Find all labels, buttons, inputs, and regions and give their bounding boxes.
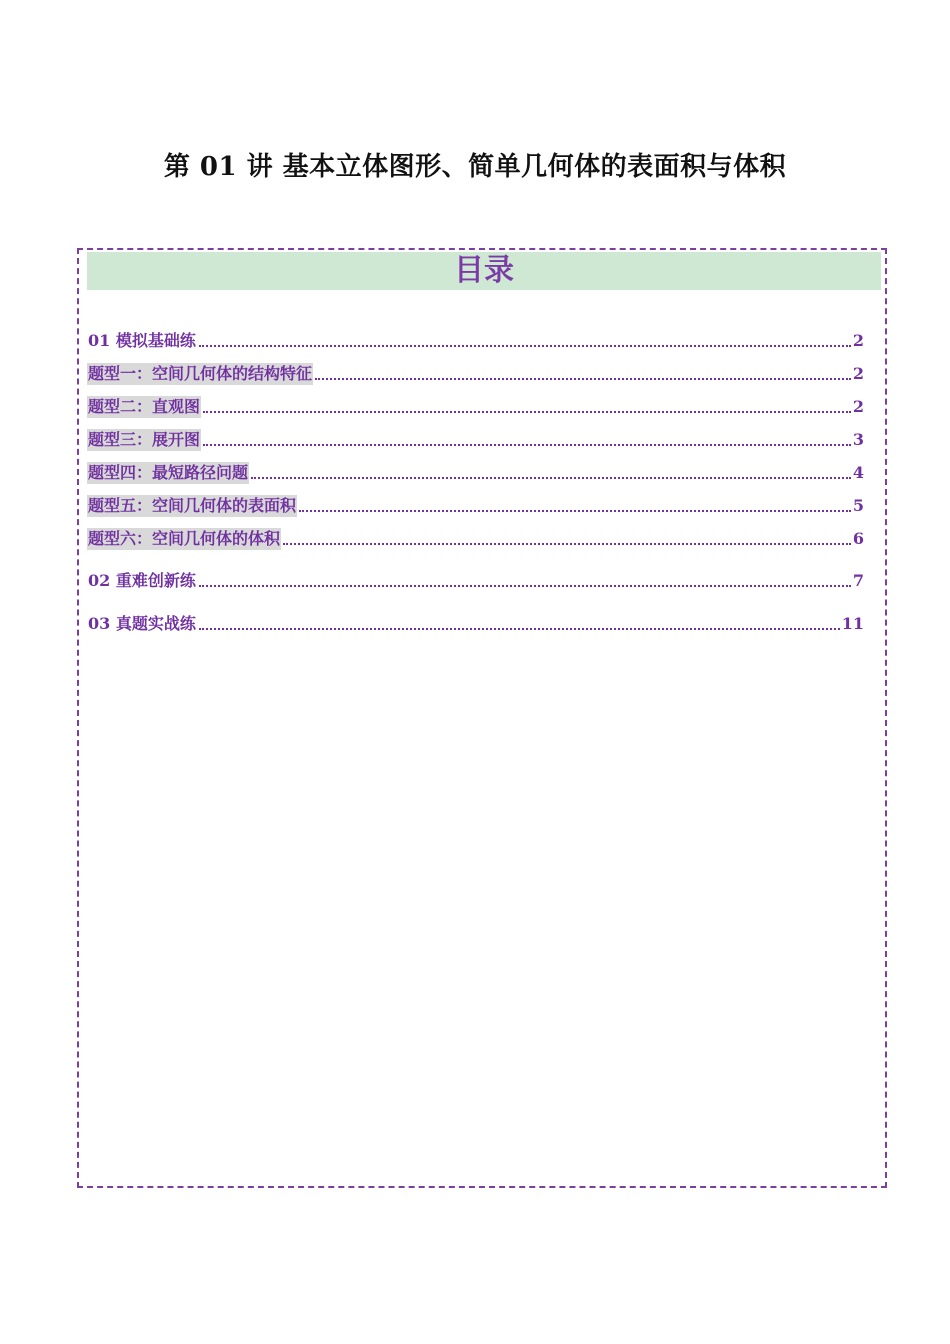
toc-entry-label: 题型一：空间几何体的结构特征 <box>88 364 313 383</box>
toc-entry-label: 题型六：空间几何体的体积 <box>88 529 281 548</box>
toc-entry-label: 题型三：展开图 <box>88 430 201 449</box>
toc-entry-page: 2 <box>852 364 864 383</box>
toc-entry-label: 01 模拟基础练 <box>88 331 196 350</box>
toc-entry-page: 7 <box>852 571 864 590</box>
document-title: 第 01 讲 基本立体图形、简单几何体的表面积与体积 <box>163 152 787 182</box>
toc-entry-page: 4 <box>852 463 864 482</box>
toc-entry-innovation-practice[interactable] <box>87 570 864 592</box>
toc-leader-dots <box>315 377 851 380</box>
toc-entry-label: 题型四：最短路径问题 <box>88 463 249 482</box>
toc-entry-label: 02 重难创新练 <box>88 571 196 590</box>
toc-leader-dots <box>283 542 851 545</box>
toc-entry-page: 2 <box>852 331 864 350</box>
toc-leader-dots <box>203 443 851 446</box>
toc-entry-label: 03 真题实战练 <box>88 614 196 633</box>
toc-entry-page: 5 <box>852 496 864 515</box>
toc-heading: 目录 <box>87 252 881 290</box>
toc-entry-label: 题型五：空间几何体的表面积 <box>88 496 297 515</box>
toc-entry-exam-practice[interactable] <box>87 613 864 635</box>
toc-leader-dots <box>203 410 851 413</box>
toc-entry-page: 3 <box>852 430 864 449</box>
toc-entry-page: 6 <box>852 529 864 548</box>
toc-entry-page: 11 <box>841 614 864 633</box>
table-of-contents <box>77 248 887 1188</box>
toc-leader-dots <box>251 476 851 479</box>
toc-entry-type-5[interactable] <box>87 495 864 517</box>
toc-entry-page: 2 <box>852 397 864 416</box>
toc-entry-type-4[interactable] <box>87 462 864 484</box>
toc-entry-type-3[interactable] <box>87 429 864 451</box>
toc-entry-type-2[interactable] <box>87 396 864 418</box>
toc-entry-basic-practice[interactable] <box>87 330 864 352</box>
toc-leader-dots <box>199 344 851 347</box>
toc-entry-type-1[interactable] <box>87 363 864 385</box>
toc-leader-dots <box>199 584 851 587</box>
toc-entry-label: 题型二：直观图 <box>88 397 201 416</box>
toc-entry-type-6[interactable] <box>87 528 864 550</box>
toc-leader-dots <box>299 509 851 512</box>
toc-leader-dots <box>199 627 840 630</box>
